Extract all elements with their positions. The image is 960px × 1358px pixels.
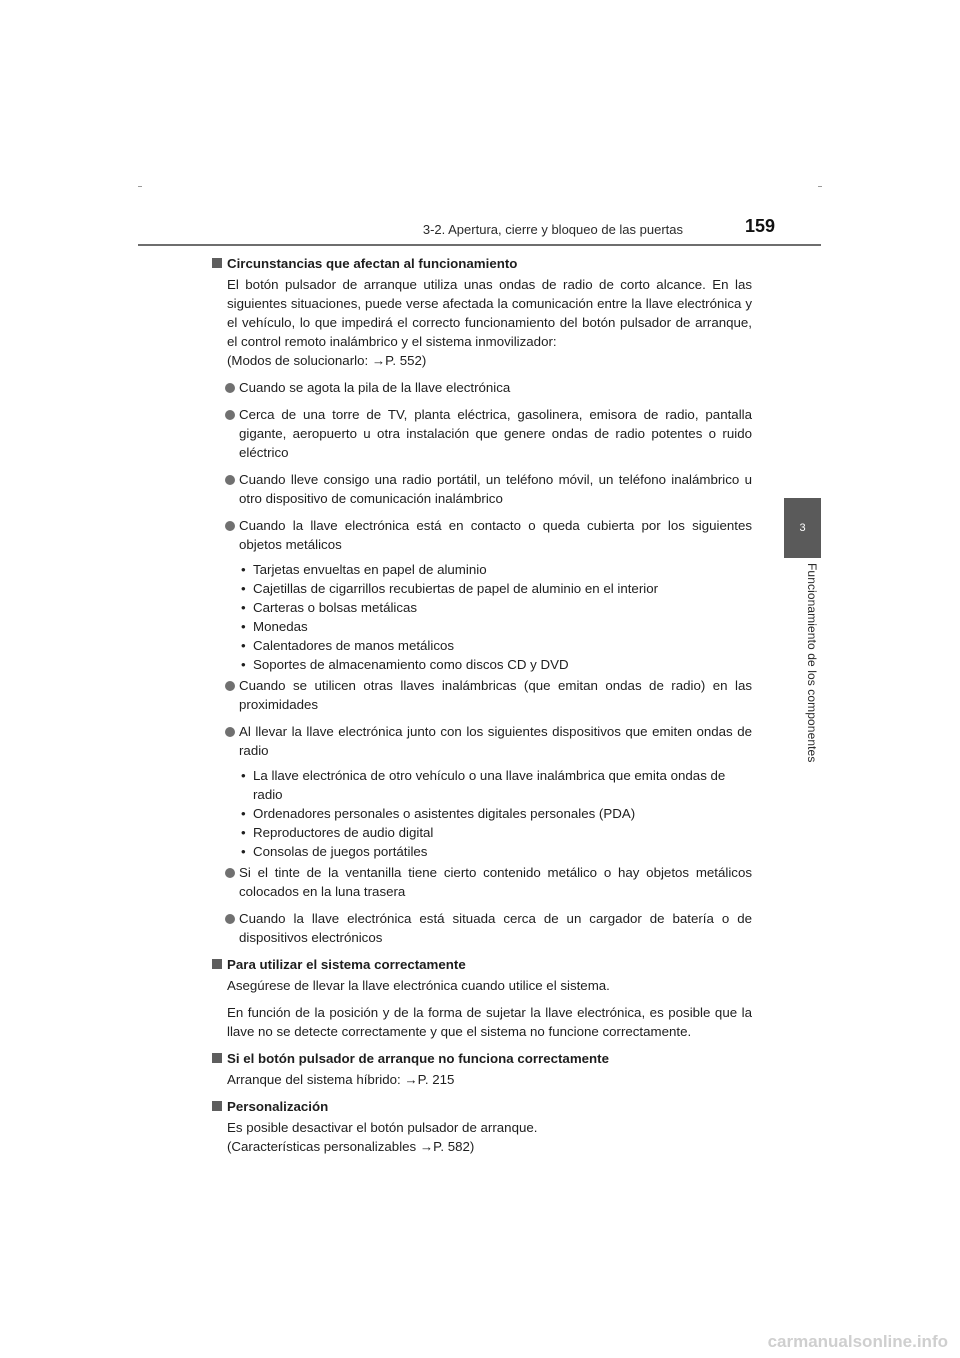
section-1 <box>212 955 752 1041</box>
paragraph: El botón pulsador de arranque utiliza unas ondas de radio de corto alcance. En las siguientes situaciones, puede verse afectada la comunicación entre la llave electrónica y el vehículo, lo que impedirá el correcto funcionamiento del botón pulsador de arranque, el control remoto inalámbrico y el sistema inmovilizador: <box>227 277 752 349</box>
paragraph: Es posible desactivar el botón pulsador de arranque. (Características personalizables →P. 582) <box>227 1120 538 1154</box>
sub-bullet-icon: • <box>241 825 246 840</box>
watermark: carmanualsonline.info <box>767 1332 948 1351</box>
sub-list-text: Carteras o bolsas metálicas <box>253 600 418 615</box>
sub-list-item <box>239 823 752 842</box>
bullet-dot-icon <box>225 914 235 924</box>
section-heading-text: Para utilizar el sistema correctamente <box>227 957 466 972</box>
sub-bullet-icon: • <box>241 768 246 783</box>
section-heading-text: Circunstancias que afectan al funcionamiento <box>227 256 518 271</box>
chapter-tab <box>784 498 821 558</box>
sub-bullet-icon: • <box>241 806 246 821</box>
sub-bullet-icon: • <box>241 657 246 672</box>
section-3 <box>212 1097 752 1156</box>
bullet-item <box>212 470 752 508</box>
bullet-text: Cuando lleve consigo una radio portátil, un teléfono móvil, un teléfono inalámbrico u otro dispositivo de comunicación inalámbrico <box>239 472 752 506</box>
sub-bullet-icon: • <box>241 581 246 596</box>
sub-list <box>212 766 752 861</box>
bullet-dot-icon <box>225 475 235 485</box>
bullet-text: Cuando se agota la pila de la llave electrónica <box>239 380 511 395</box>
crop-mark-right <box>818 186 822 187</box>
bullet-dot-icon <box>225 727 235 737</box>
bullet-dot-icon <box>225 868 235 878</box>
sub-list-text: Ordenadores personales o asistentes digitales personales (PDA) <box>253 806 636 821</box>
sub-list-text: Consolas de juegos portátiles <box>253 844 428 859</box>
square-marker-icon <box>212 1053 222 1063</box>
chapter-title: Funcionamiento de los componentes <box>805 563 819 763</box>
bullet-item <box>212 378 752 397</box>
bullet-dot-icon <box>225 681 235 691</box>
sub-list-item <box>239 766 752 804</box>
bullet-item <box>212 405 752 462</box>
sub-bullet-icon: • <box>241 600 246 615</box>
sub-list-item <box>239 655 752 674</box>
header-divider <box>138 244 821 246</box>
bullet-dot-icon <box>225 383 235 393</box>
sub-list-text: Cajetillas de cigarrillos recubiertas de papel de aluminio en el interior <box>253 581 659 596</box>
sub-list-item <box>239 598 752 617</box>
paragraph: (Modos de solucionarlo: →P. 552) <box>227 353 427 368</box>
sub-list-text: Tarjetas envueltas en papel de aluminio <box>253 562 487 577</box>
paragraph: Arranque del sistema híbrido: →P. 215 <box>227 1072 455 1087</box>
sub-list-item <box>239 842 752 861</box>
bullet-text: Cuando la llave electrónica está en contacto o queda cubierta por los siguientes objetos metálicos <box>239 518 752 552</box>
bullet-text: Cerca de una torre de TV, planta eléctrica, gasolinera, emisora de radio, pantalla gigante, aeropuerto u otra instalación que genere ondas de radio potentes o ruido eléctrico <box>239 407 752 460</box>
sub-list-item <box>239 560 752 579</box>
sub-bullet-icon: • <box>241 562 246 577</box>
square-marker-icon <box>212 258 222 268</box>
sub-list-text: Reproductores de audio digital <box>253 825 434 840</box>
bullet-text: Si el tinte de la ventanilla tiene cierto contenido metálico o hay objetos metálicos colocados en la luna trasera <box>239 865 752 899</box>
section-heading-text: Si el botón pulsador de arranque no funciona correctamente <box>227 1051 609 1066</box>
bullet-dot-icon <box>225 410 235 420</box>
sub-list-item <box>239 579 752 598</box>
bullet-text: Cuando se utilicen otras llaves inalámbricas (que emitan ondas de radio) en las proximidades <box>239 678 752 712</box>
sub-list-item <box>239 804 752 823</box>
section-0 <box>212 254 752 947</box>
sub-list-text: La llave electrónica de otro vehículo o una llave inalámbrica que emita ondas de radio <box>253 768 726 802</box>
page-content <box>212 254 752 1164</box>
bullet-item <box>212 722 752 760</box>
bullet-dot-icon <box>225 521 235 531</box>
sub-list-text: Monedas <box>253 619 308 634</box>
section-heading-text: Personalización <box>227 1099 329 1114</box>
sub-bullet-icon: • <box>241 844 246 859</box>
section-heading <box>212 955 752 974</box>
section-header: 3-2. Apertura, cierre y bloqueo de las puertas <box>422 222 683 237</box>
sub-list <box>212 560 752 674</box>
bullet-text: Al llevar la llave electrónica junto con los siguientes dispositivos que emiten ondas de radio <box>239 724 752 758</box>
sub-list-text: Calentadores de manos metálicos <box>253 638 455 653</box>
section-2 <box>212 1049 752 1089</box>
sub-list-item <box>239 636 752 655</box>
chapter-number: 3 <box>799 522 806 534</box>
bullet-item <box>212 676 752 714</box>
sub-list-text: Soportes de almacenamiento como discos CD y DVD <box>253 657 569 672</box>
paragraph: Asegúrese de llevar la llave electrónica cuando utilice el sistema. <box>227 978 610 993</box>
square-marker-icon <box>212 959 222 969</box>
sub-list-item <box>239 617 752 636</box>
square-marker-icon <box>212 1101 222 1111</box>
sub-bullet-icon: • <box>241 619 246 634</box>
bullet-item <box>212 863 752 901</box>
bullet-text: Cuando la llave electrónica está situada cerca de un cargador de batería o de dispositivos electrónicos <box>239 911 752 945</box>
bullet-item <box>212 909 752 947</box>
bullet-item <box>212 516 752 554</box>
page-number: 159 <box>744 216 776 236</box>
paragraph: En función de la posición y de la forma de sujetar la llave electrónica, es posible que la llave no se detecte correctamente y que el sistema no funcione correctamente. <box>227 1005 752 1039</box>
section-heading <box>212 254 752 273</box>
section-heading <box>212 1097 752 1116</box>
section-heading <box>212 1049 752 1068</box>
crop-mark-left <box>138 186 142 187</box>
sub-bullet-icon: • <box>241 638 246 653</box>
